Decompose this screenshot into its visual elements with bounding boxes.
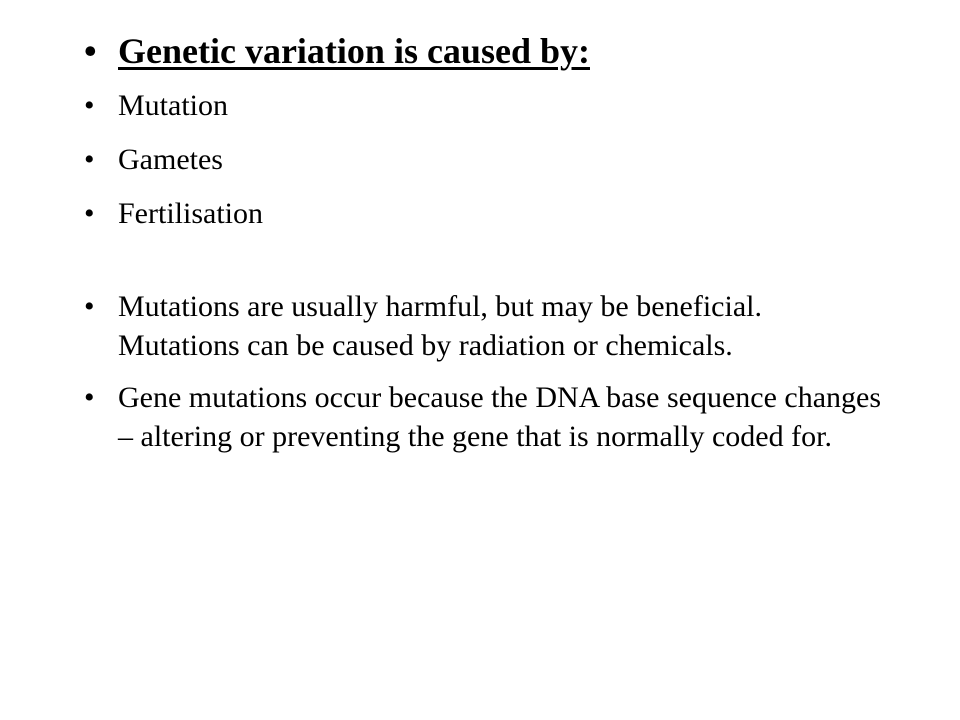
slide-heading: Genetic variation is caused by: [118,31,590,71]
list-item-label: Gametes [118,143,223,176]
bullet-list [84,28,884,469]
list-item-label: Mutation [118,89,228,122]
bullet-icon: • [84,89,95,122]
bullet-icon: • [84,143,95,176]
heading-item [84,28,884,74]
list-item-gametes [84,140,884,179]
bullet-icon: • [84,381,95,414]
list-item-label: Fertilisation [118,197,263,230]
bullet-icon: • [84,197,95,230]
bullet-icon: • [84,290,95,323]
list-item-fertilisation [84,194,884,233]
paragraph-text: Gene mutations occur because the DNA base sequence changes – altering or preventing the gene that is normally coded for. [118,381,882,453]
paragraph-mutations-harmful [84,287,884,365]
bullet-icon: • [84,31,97,71]
paragraph-text: Mutations are usually harmful, but may be beneficial. Mutations can be caused by radiation or chemicals. [118,290,762,362]
paragraph-gene-mutations [84,378,884,456]
list-item-mutation [84,86,884,125]
